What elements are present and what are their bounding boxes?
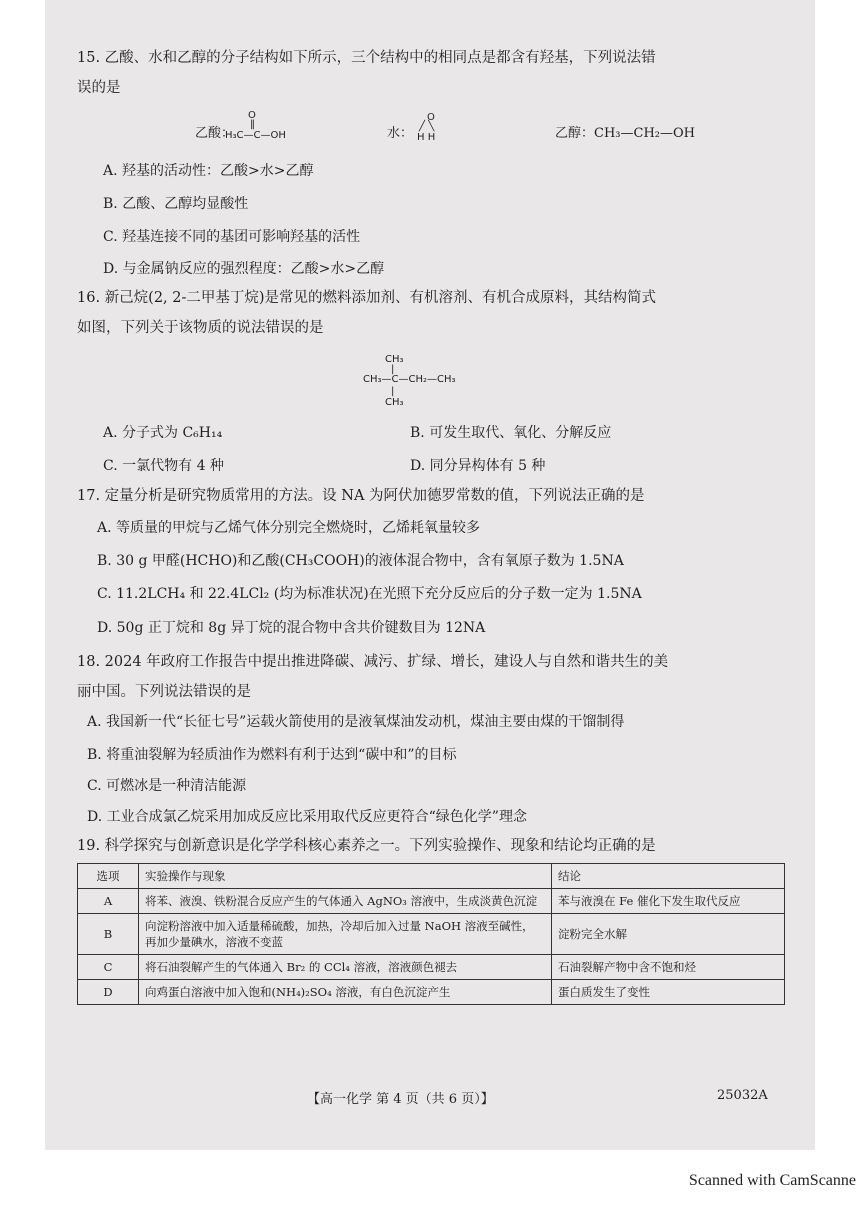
q18-option-d: D. 工业合成氯乙烷采用加成反应比采用取代反应更符合“绿色化学”理念 [87,809,527,825]
q16-stem-line2: 如图，下列关于该物质的说法错误的是 [77,320,324,336]
q15-option-b: B. 乙酸、乙醇均显酸性 [103,196,249,212]
q16-option-d: D. 同分异构体有 5 种 [410,458,546,474]
q15-water-label: 水： [387,126,414,141]
q16-struct-bond-down: | [391,386,395,397]
q17-option-d: D. 50g 正丁烷和 8g 异丁烷的混合物中含共价键数目为 12NA [97,620,486,636]
q18-option-b: B. 将重油裂解为轻质油作为燃料有利于达到“碳中和”的目标 [87,747,457,763]
q18-option-c: C. 可燃冰是一种清洁能源 [87,778,247,794]
page-footer: 【高一化学 第 4 页（共 6 页）】 [307,1092,494,1107]
table-row [78,955,785,980]
q15-ethanol: 乙醇：CH₃—CH₂—OH [555,126,695,141]
row-operation: 将苯、液溴、铁粉混合反应产生的气体通入 AgNO₃ 溶液中，生成淡黄色沉淀 [139,889,552,914]
row-conclusion: 淀粉完全水解 [552,914,785,955]
q17-option-c: C. 11.2LCH₄ 和 22.4LCl₂ (均为标准状况)在光照下充分反应后的分子数一定为 1.5NA [97,586,642,602]
table-row [78,889,785,914]
table-header-row [78,864,785,889]
row-conclusion: 苯与液溴在 Fe 催化下发生取代反应 [552,889,785,914]
q15-water-o: O [427,112,435,123]
q15-acetic-double-bond: ‖ [250,119,255,130]
header-option: 选项 [78,864,139,889]
q16-struct-bond-up: | [391,364,395,375]
q19-table [77,863,785,1005]
header-operation: 实验操作与现象 [139,864,552,889]
q15-option-c: C. 羟基连接不同的基团可影响羟基的活性 [103,229,361,245]
q16-struct-bottom: CH₃ [385,397,404,408]
row-option: A [78,889,139,914]
q16-option-b: B. 可发生取代、氧化、分解反应 [410,425,612,441]
q16-option-c: C. 一氯代物有 4 种 [103,458,224,474]
q15-acetic-o: O [248,110,256,121]
row-conclusion: 石油裂解产物中含不饱和烃 [552,955,785,980]
q18-stem-line1: 18. 2024 年政府工作报告中提出推进降碳、减污、扩绿、增长，建设人与自然和谐共生的美 [77,654,669,670]
q18-option-a: A. 我国新一代“长征七号”运载火箭使用的是液氧煤油发动机，煤油主要由煤的干馏制得 [87,714,625,730]
q15-stem-line2: 误的是 [77,80,121,96]
table-row [78,980,785,1005]
row-option: D [78,980,139,1005]
q15-option-d: D. 与金属钠反应的强烈程度：乙酸>水>乙醇 [103,261,385,277]
q18-stem-line2: 丽中国。下列说法错误的是 [77,684,251,700]
q15-water-formula: H H [417,132,436,143]
q15-option-a: A. 羟基的活动性：乙酸>水>乙醇 [103,163,314,179]
row-option: B [78,914,139,955]
q17-option-b: B. 30 g 甲醛(HCHO)和乙酸(CH₃COOH)的液体混合物中，含有氧原子数为 1.5NA [97,553,624,569]
q16-struct-top: CH₃ [385,354,404,365]
exam-code: 25032A [717,1088,768,1103]
q17-option-a: A. 等质量的甲烷与乙烯气体分别完全燃烧时，乙烯耗氧量较多 [97,520,481,536]
q16-struct-mid: CH₃—C—CH₂—CH₃ [363,374,456,385]
q19-stem: 19. 科学探究与创新意识是化学学科核心素养之一。下列实验操作、现象和结论均正确的是 [77,838,656,854]
row-operation: 向淀粉溶液中加入适量稀硫酸，加热，冷却后加入过量 NaOH 溶液至碱性，再加少量碘水，溶液不变蓝 [139,914,552,955]
row-option: C [78,955,139,980]
header-conclusion: 结论 [552,864,785,889]
q15-water-bonds: ╱ ╲ [419,121,435,132]
q17-stem: 17. 定量分析是研究物质常用的方法。设 NA 为阿伏加德罗常数的值，下列说法正确的是 [77,488,645,504]
q16-option-a: A. 分子式为 C₆H₁₄ [103,425,223,441]
row-operation: 向鸡蛋白溶液中加入饱和(NH₄)₂SO₄ 溶液，有白色沉淀产生 [139,980,552,1005]
q15-acetic-label: 乙酸： [195,126,235,141]
row-conclusion: 蛋白质发生了变性 [552,980,785,1005]
q16-stem-line1: 16. 新己烷(2, 2-二甲基丁烷)是常见的燃料添加剂、有机溶剂、有机合成原料，其结构简式 [77,290,657,306]
row-operation: 将石油裂解产生的气体通入 Br₂ 的 CCl₄ 溶液，溶液颜色褪去 [139,955,552,980]
camscanner-watermark: Scanned with CamScanne [688,1172,856,1189]
exam-page [45,0,815,1150]
q15-acetic-formula: H₃C—C—OH [225,130,286,141]
q15-stem-line1: 15. 乙酸、水和乙醇的分子结构如下所示，三个结构中的相同点是都含有羟基，下列说法错 [77,50,656,66]
table-row [78,914,785,955]
